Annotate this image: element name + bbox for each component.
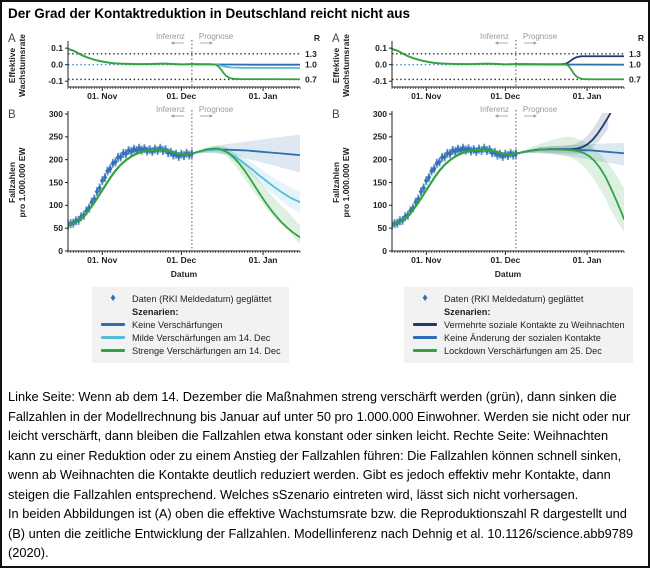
legend-entry xyxy=(412,344,625,357)
legend-line-icon xyxy=(412,349,438,352)
svg-text:50: 50 xyxy=(53,222,63,233)
svg-text:1.0: 1.0 xyxy=(629,59,641,70)
caption-line: Linke Seite: Wenn ab dem 14. Dezember die Maßnahmen streng verschärft werden (grün), dann sinken die xyxy=(8,389,617,404)
svg-text:0.7: 0.7 xyxy=(629,74,641,85)
caption-line: kann zu einer Reduktion oder zu einem Anstieg der Fallzahlen führen: Die Fallzahlen können schnell sinken, xyxy=(8,447,622,463)
legend-data-row xyxy=(412,292,625,305)
figure-right xyxy=(326,31,650,363)
panel-label-a: A xyxy=(332,33,340,45)
legend-entry xyxy=(412,331,625,344)
svg-text:50: 50 xyxy=(377,222,387,233)
legend-header-row xyxy=(100,305,281,318)
legend-header-row xyxy=(412,305,625,318)
svg-text:01. Jan: 01. Jan xyxy=(572,255,602,265)
svg-text:Effektive: Effektive xyxy=(331,47,341,84)
caption-line: steigen die Fallzahlen entsprechend. Welches sSzenario eintreten wird, lässt sich nicht vorhersagen. xyxy=(8,486,579,502)
caption xyxy=(8,387,640,563)
panel-label-b: B xyxy=(332,109,340,121)
svg-text:150: 150 xyxy=(372,177,387,188)
case-numbers-chart-right xyxy=(328,105,650,283)
legend-entry-label: Vermehrte soziale Kontakte zu Weihnachten xyxy=(444,319,625,330)
svg-text:1.3: 1.3 xyxy=(629,48,641,59)
legend-scenarios-header: Szenarien: xyxy=(444,306,491,317)
legend-right xyxy=(404,287,633,363)
svg-text:0.1: 0.1 xyxy=(375,42,387,53)
svg-text:0.1: 0.1 xyxy=(51,42,63,53)
svg-text:Datum: Datum xyxy=(494,269,522,279)
svg-text:0.7: 0.7 xyxy=(305,74,317,85)
legend-line-icon xyxy=(100,336,126,339)
legend-data-row xyxy=(100,292,281,305)
legend-entry xyxy=(100,318,281,331)
svg-text:150: 150 xyxy=(48,177,63,188)
legend-data-label: Daten (RKI Meldedatum) geglättet xyxy=(444,293,584,304)
svg-text:1.3: 1.3 xyxy=(305,48,317,59)
caption-line: In beiden Abbildungen ist (A) oben die effektive Wachstumsrate bzw. die Reproduktionszahl R dargestellt und xyxy=(8,506,627,521)
figure-left xyxy=(2,31,326,363)
svg-text:Wachstumsrate: Wachstumsrate xyxy=(341,34,351,97)
data-diamond-icon: ♦ xyxy=(110,292,116,304)
growth-rate-chart-left xyxy=(4,31,326,105)
caption-line: Fallzahlen in der Modellrechnung bis Januar auf unter 50 pro 1.000.000 Einwohner. Werden sie nicht oder nur xyxy=(8,408,631,424)
svg-text:01. Dec: 01. Dec xyxy=(490,255,521,265)
legend-line-icon xyxy=(100,349,126,352)
legend-entry xyxy=(100,331,281,344)
legend-line-icon xyxy=(100,323,126,326)
svg-text:200: 200 xyxy=(48,154,63,165)
svg-text:Datum: Datum xyxy=(170,269,198,279)
legend-data-label: Daten (RKI Meldedatum) geglättet xyxy=(132,293,272,304)
caption-line: (B) unten die zeitliche Entwicklung der Fallzahlen. Modellinferenz nach Dehnig et al. 10.1126/science.abb9789 xyxy=(8,525,634,541)
svg-text:100: 100 xyxy=(372,200,387,211)
svg-text:Prognose: Prognose xyxy=(198,32,234,41)
page-title: Der Grad der Kontaktreduktion in Deutschland reicht nicht aus xyxy=(8,6,411,21)
svg-text:01. Dec: 01. Dec xyxy=(166,91,197,101)
svg-text:01. Dec: 01. Dec xyxy=(490,91,521,101)
svg-text:01. Jan: 01. Jan xyxy=(572,91,602,101)
svg-text:01. Nov: 01. Nov xyxy=(411,91,442,101)
svg-text:pro 1.000.000 EW: pro 1.000.000 EW xyxy=(17,147,27,218)
svg-text:R: R xyxy=(313,33,320,43)
svg-text:300: 300 xyxy=(372,108,387,119)
svg-text:-0.1: -0.1 xyxy=(372,76,387,87)
growth-rate-chart-right xyxy=(328,31,650,105)
svg-text:Prognose: Prognose xyxy=(198,105,234,114)
legend-scenarios-header: Szenarien: xyxy=(132,306,179,317)
caption-line: leicht verschärft, dann bleiben die Fallzahlen etwa konstant oder sinken leicht. Rechte Seite: Weihnachten xyxy=(8,428,609,443)
svg-text:R: R xyxy=(637,33,644,43)
svg-text:1.0: 1.0 xyxy=(305,59,317,70)
svg-text:Effektive: Effektive xyxy=(7,47,17,84)
svg-text:0.0: 0.0 xyxy=(51,59,63,70)
svg-text:01. Nov: 01. Nov xyxy=(87,255,118,265)
svg-text:200: 200 xyxy=(372,154,387,165)
legend-entry xyxy=(412,318,625,331)
svg-text:250: 250 xyxy=(372,131,387,142)
caption-line: (2020). xyxy=(8,545,49,560)
legend-line-icon xyxy=(412,336,438,339)
caption-line: wenn ab Weihnachten die Kontakte deutlich reduziert werden. Gibt es jedoch effektiv mehr Kontakte, dann xyxy=(8,467,611,482)
svg-text:300: 300 xyxy=(48,108,63,119)
legend-entry-label: Milde Verschärfungen am 14. Dec xyxy=(132,332,271,343)
svg-text:250: 250 xyxy=(48,131,63,142)
svg-text:01. Nov: 01. Nov xyxy=(87,91,118,101)
svg-text:Wachstumsrate: Wachstumsrate xyxy=(17,34,27,97)
svg-text:01. Jan: 01. Jan xyxy=(248,91,278,101)
panel-label-b: B xyxy=(8,109,16,121)
panel-label-a: A xyxy=(8,33,16,45)
svg-text:01. Jan: 01. Jan xyxy=(248,255,278,265)
legend-left xyxy=(92,287,289,363)
svg-text:0: 0 xyxy=(382,245,387,256)
svg-text:Prognose: Prognose xyxy=(522,32,558,41)
svg-text:Inferenz: Inferenz xyxy=(156,105,185,114)
svg-text:0: 0 xyxy=(58,245,63,256)
legend-entry-label: Keine Änderung der sozialen Kontakte xyxy=(444,332,601,343)
legend-entry-label: Strenge Verschärfungen am 14. Dec xyxy=(132,345,281,356)
svg-text:Prognose: Prognose xyxy=(522,105,558,114)
svg-text:Fallzahlen: Fallzahlen xyxy=(7,161,17,204)
figures-row xyxy=(2,31,648,363)
svg-text:Fallzahlen: Fallzahlen xyxy=(331,161,341,204)
svg-text:100: 100 xyxy=(48,200,63,211)
svg-text:Inferenz: Inferenz xyxy=(156,32,185,41)
case-numbers-chart-left xyxy=(4,105,326,283)
legend-entry xyxy=(100,344,281,357)
legend-entry-label: Lockdown Verschärfungen am 25. Dec xyxy=(444,345,602,356)
svg-text:pro 1.000.000 EW: pro 1.000.000 EW xyxy=(341,147,351,218)
svg-text:Inferenz: Inferenz xyxy=(480,105,509,114)
svg-text:0.0: 0.0 xyxy=(375,59,387,70)
svg-text:Inferenz: Inferenz xyxy=(480,32,509,41)
svg-text:-0.1: -0.1 xyxy=(48,76,63,87)
legend-entry-label: Keine Verschärfungen xyxy=(132,319,223,330)
svg-text:01. Dec: 01. Dec xyxy=(166,255,197,265)
data-diamond-icon: ♦ xyxy=(422,292,428,304)
legend-line-icon xyxy=(412,323,438,326)
svg-text:01. Nov: 01. Nov xyxy=(411,255,442,265)
